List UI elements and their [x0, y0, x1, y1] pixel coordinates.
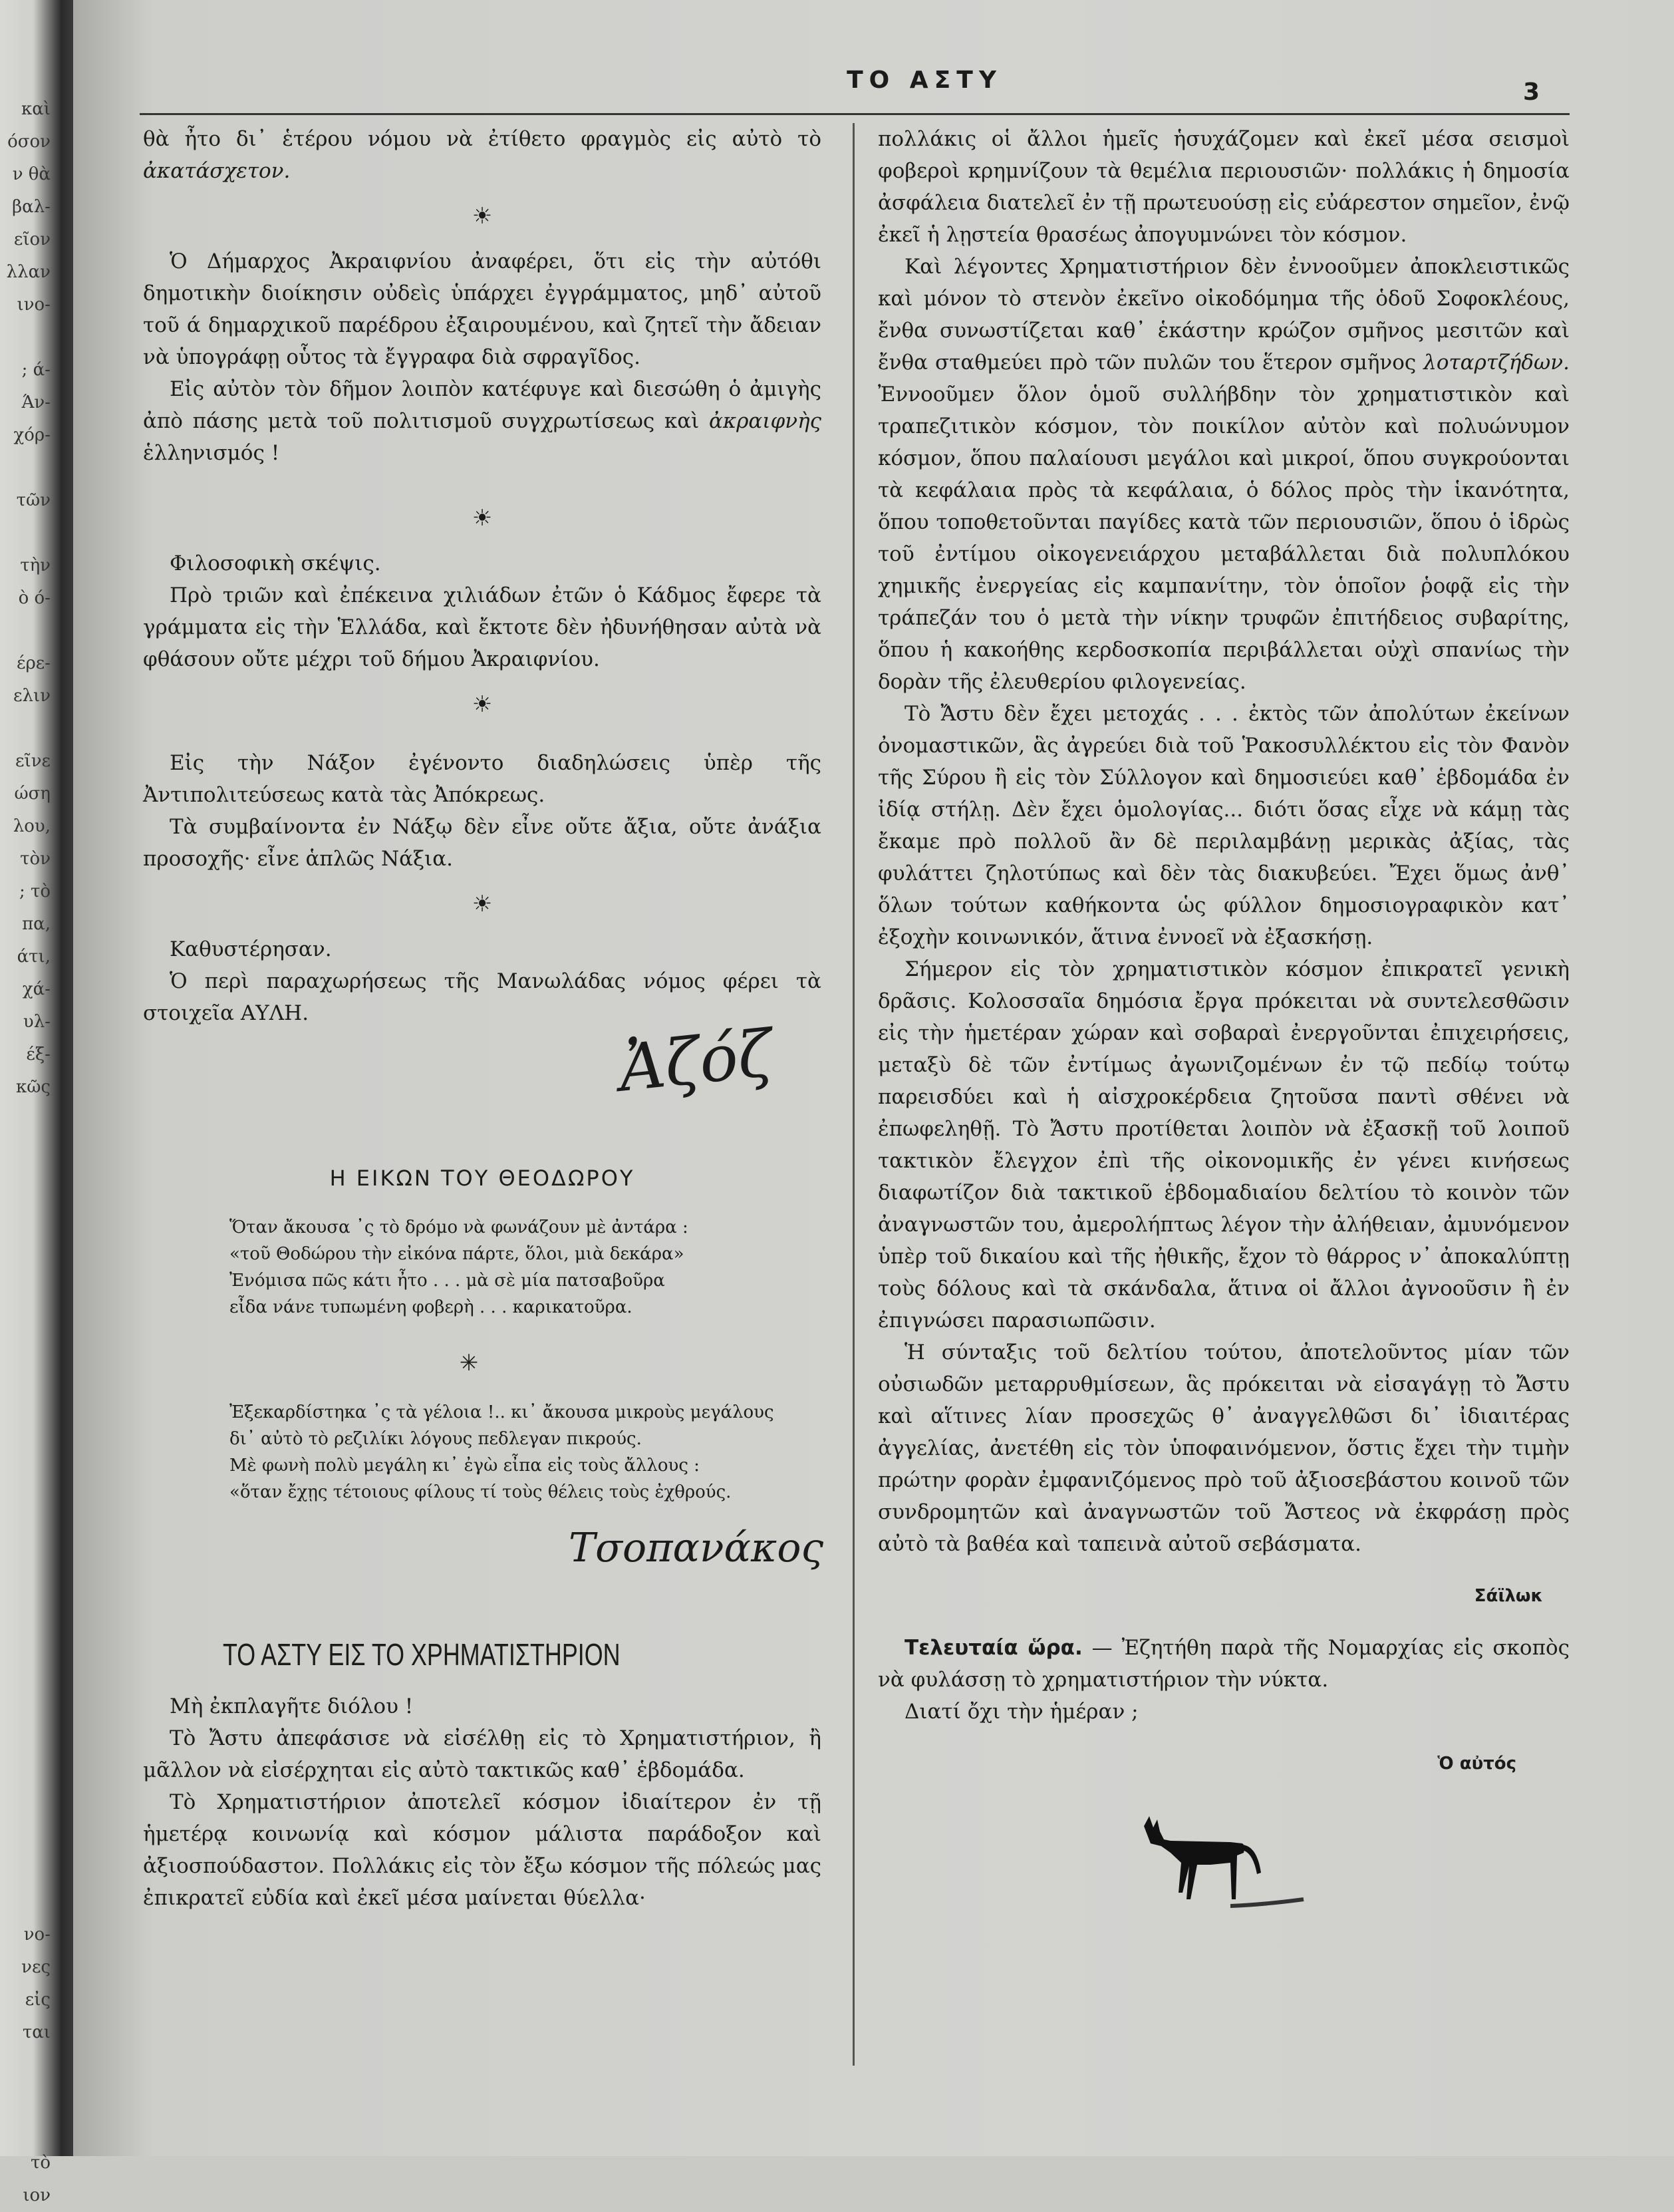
edge-fragment: εῖνε	[15, 751, 51, 771]
author-signature: Ὁ αὐτός	[1437, 1754, 1516, 1774]
poem-stanza	[229, 1399, 821, 1505]
edge-fragment	[0, 1625, 55, 1658]
poem-line: Μὲ φωνὴ πολὺ μεγάλη κι᾽ ἐγὼ εἶπα εἰς τοὺς ἄλλους :	[229, 1456, 700, 1476]
edge-fragment	[0, 1234, 55, 1267]
edge-fragment: έρε-	[16, 653, 51, 673]
poem-separator: ✳	[459, 1350, 479, 1376]
section-star: ☀	[472, 691, 493, 718]
edge-fragment	[0, 1397, 55, 1430]
edge-fragment	[0, 2049, 55, 2082]
section-star: ☀	[472, 505, 493, 532]
paragraph: Διατί ὄχι τὴν ἡμέραν ;	[905, 1700, 1139, 1724]
edge-fragment	[0, 1430, 55, 1462]
paragraph: Ἡ σύνταξις τοῦ δελτίου τούτου, ἀποτελοῦντος μίαν τῶν οὐσιωδῶν μεταρρυθμίσεων, ἃς πρόκειται νὰ εἰσαγάγῃ τὸ Ἄστυ καὶ αἵτινες λίαν προσεχῶς θ᾽ ἀναγγελθῶσι δι᾽ ἰδιαιτέρας ἀγγελίας, ἀνετέθη εἰς τὸν ὑποφαινόμενον, ὅστις ἔχει τὴν τιμὴν πρώτην φορὰν ἐμφανιζόμενος πρὸ τοῦ ἀξιοσεβάστου κοινοῦ τῶν συνδρομητῶν καὶ ἀναγνωστῶν τοῦ Ἄστεος νὰ ἐκφράσῃ πρὸς αὐτὸ τὰ βαθέα καὶ ταπεινὰ αὐτοῦ σεβάσματα.	[878, 1341, 1570, 1556]
left-column	[143, 123, 824, 1914]
handwritten-signature: Ἀζόζ	[615, 1016, 776, 1106]
poem-line: εἶδα νάνε τυπωμένη φοβερὴ . . . καρικατοῦρα.	[229, 1297, 632, 1317]
edge-fragment	[0, 1104, 55, 1136]
edge-fragment	[0, 517, 55, 550]
paragraph: Καὶ λέγοντες Χρηματιστήριον δὲν ἐννοοῦμεν ἀποκλειστικῶς καὶ μόνον τὸ στενὸν ἐκεῖνο οἰκοδόμημα τῆς ὁδοῦ Σοφοκλέους, ἔνθα συνωστίζεται καθ᾽ ἑκάστην κρώζον σμῆνος μεσιτῶν καὶ ἔνθα σταθμεύει πρὸ τῶν πυλῶν του ἕτερον σμῆνος λοταρτζήδων. Ἐννοοῦμεν ὅλον ὁμοῦ συλλήβδην τὸν χρηματιστικὸν καὶ τραπεζιτικὸν κόσμον, τὸν ποικίλον αὐτὸν καὶ πολυώνυμον κόσμον, ὅπου παλαίουσι μεγάλοι καὶ μικροί, ὅπου συγκρούονται τὰ κεφάλαια πρὸς τὰ κεφάλαια, ὁ δόλος πρὸς τὴν ἱκανότητα, ὅπου τοποθετοῦνται παγίδες κατὰ τῶν περιουσιῶν, ὅπου ὁ ἱδρὼς τοῦ ἐντίμου οἰκογενειάρχου μεταβάλλεται διὰ πολυπλόκου χημικῆς ἐνεργείας εἰς καμπανίτην, τὸν ὁποῖον ῥοφᾷ εἰς τὴν τράπεζάν του ὁ μετὰ τὴν νίκην τρυφῶν ἐπιτήδειος συβαρίτης, ὅπου ἡ κακοήθης κερδοσκοπία περιβάλλεται οὐχὶ σπανίως τὴν δορὰν τῆς ἐλευθερίου φιλογενείας.	[878, 255, 1570, 694]
poem-line: δι᾽ αὐτὸ τὸ ρεζιλίκι λόγους πεδλεγαν πικρούς.	[229, 1429, 642, 1449]
poem-line: «ὅταν ἔχῃς τέτοιους φίλους τί τοὺς θέλεις τοὺς ἐχθρούς.	[229, 1482, 732, 1502]
edge-fragment: νο-	[23, 1925, 51, 1945]
edge-fragment	[0, 1821, 55, 1853]
edge-fragment: έξ-	[26, 1044, 51, 1064]
edge-fragment	[0, 1853, 55, 1886]
edge-fragment	[0, 1364, 55, 1397]
paragraph: Τελευταία ὥρα. — Ἐζητήθη παρὰ τῆς Νομαρχίας εἰς σκοπὸς νὰ φυλάσσῃ τὸ χρηματιστήριον τὴν νύκτα.	[878, 1636, 1570, 1692]
paragraph: πολλάκις οἱ ἄλλοι ἡμεῖς ἡσυχάζομεν καὶ ἐκεῖ μέσα σεισμοὶ φοβεροὶ κρημνίζουν τὰ θεμέλια περιουσιῶν· πολλάκις ἡ δημοσία ἀσφάλεια διατελεῖ ἐν τῇ πρωτευούσῃ εἰς εὐάρεστον σημεῖον, ἐνῷ ἐκεῖ ἡ λῃστεία θρασέως ἀπογυμνώνει τὸν κόσμον.	[878, 127, 1570, 247]
edge-fragment: καὶ	[21, 99, 51, 119]
paragraph: Πρὸ τριῶν καὶ ἐπέκεινα χιλιάδων ἐτῶν ὁ Κάδμος ἔφερε τὰ γράμματα εἰς τὴν Ἑλλάδα, καὶ ἔκτοτε δὲν ἠδυνήθησαν αὐτὰ νὰ φθάσουν οὔτε μέχρι τοῦ δήμου Ἀκραιφνίου.	[143, 583, 821, 671]
poem-title: Η ΕΙΚΩΝ ΤΟΥ ΘΕΟΔΩΡΟΥ	[329, 1166, 635, 1191]
page-number: 3	[1523, 79, 1540, 106]
edge-fragment	[0, 1658, 55, 1690]
poem-line: Ἐνόμισα πῶς κάτι ἦτο . . . μὰ σὲ μία πατσαβοῦρα	[229, 1271, 665, 1291]
edge-fragment	[0, 321, 55, 354]
edge-fragment	[0, 1201, 55, 1234]
edge-fragment: τὴν	[20, 555, 51, 575]
edge-fragment: τὸ	[30, 2153, 51, 2173]
edge-fragment: βαλ-	[12, 197, 51, 217]
paragraph: Εἰς αὐτὸν τὸν δῆμον λοιπὸν κατέφυγε καὶ διεσώθη ὁ ἀμιγὴς ἀπὸ πάσης μετὰ τοῦ πολιτισμοῦ συγχρωτίσεως καὶ ἀκραιφνὴς ἑλληνισμός !	[143, 377, 821, 465]
column-rule	[853, 123, 855, 2066]
poem-line: Ὅταν ἄκουσα ᾽ς τὸ δρόμο νὰ φωνάζουν μὲ ἀντάρα :	[229, 1217, 688, 1237]
section-star: ☀	[472, 891, 493, 917]
paragraph: θὰ ἦτο δι᾽ ἑτέρου νόμου νὰ ἐτίθετο φραγμὸς εἰς αὐτὸ τὸ ἀκατάσχετον.	[143, 127, 821, 183]
edge-fragment: ; ά-	[21, 360, 51, 380]
edge-fragment	[0, 1788, 55, 1821]
edge-fragment	[0, 1560, 55, 1593]
edge-fragment	[0, 2082, 55, 2114]
paragraph: Τὸ Ἄστυ ἀπεφάσισε νὰ εἰσέλθῃ εἰς τὸ Χρηματιστήριον, ἢ μᾶλλον νὰ εἰσέρχηται εἰς αὐτὸ τακτικῶς καθ᾽ ἑβδομάδα.	[143, 1726, 821, 1782]
edge-fragment	[0, 1593, 55, 1625]
edge-fragment: τῶν	[16, 490, 51, 510]
edge-fragment: νες	[21, 1957, 51, 1977]
edge-fragment: εῖον	[13, 230, 51, 249]
paragraph-heading: Φιλοσοφικὴ σκέψις.	[170, 552, 381, 575]
edge-fragment: τὸν	[20, 849, 51, 869]
right-column	[878, 123, 1570, 1933]
paragraph: Τὸ Ἄστυ δὲν ἔχει μετοχάς . . . ἐκτὸς τῶν ἀπολύτων ἐκείνων ὀνομαστικῶν, ἃς ἀγρεύει διὰ τοῦ Ῥακοσυλλέκτου εἰς τὸν Φανὸν τῆς Σύρου ἢ εἰς τὸν Σύλλογον καὶ δημοσιεύει καθ᾽ ἑβδομάδα ἐν ἰδίᾳ στήλῃ. Δὲν ἔχει ὁμολογίας... διότι ὅσας εἶχε νὰ κάμῃ τὰς ἔκαμε πρὸ πολλοῦ ἂν δὲ περιλαμβάνῃ μερικὰς ἀξίας, τὰς φυλάττει ζηλοτύπως καὶ δὲν τὰς διακυβεύει. Ἔχει ὅμως ἀνθ᾽ ὅλων τούτων καθήκοντα ὡς φύλλον δημοσιογραφικὸν κατ᾽ ἐξοχὴν κοινωνικόν, ἅτινα ἐννοεῖ νὰ ἐξασκήσῃ.	[878, 702, 1570, 949]
edge-fragment	[0, 1527, 55, 1560]
edge-fragment: πα,	[22, 914, 51, 934]
masthead-title: ΤΟ ΑΣΤΥ	[847, 67, 1002, 94]
section-title: ΤΟ ΑΣΤΥ ΕΙΣ ΤΟ ΧΡΗΜΑΤΙΣΤΗΡΙΟΝ	[223, 1637, 621, 1672]
edge-fragment: ιον	[23, 2185, 51, 2205]
edge-fragment	[0, 452, 55, 484]
edge-fragment	[0, 1462, 55, 1495]
paragraph: Σήμερον εἰς τὸν χρηματιστικὸν κόσμον ἐπικρατεῖ γενικὴ δρᾶσις. Κολοσσαῖα δημόσια ἔργα πρόκειται νὰ συντελεσθῶσιν εἰς τὴν ἡμετέραν χώραν καὶ σοβαραὶ ἐνεργοῦνται ἐπιχειρήσεις, μεταξὺ δὲ τῶν ἐντίμως ἀγωνιζομένων ἐν τῷ πεδίῳ τούτῳ παρεισδύει καὶ ἡ αἰσχροκέρδεια ζητοῦσα παντὶ σθένει νὰ ἐπωφεληθῇ. Τὸ Ἄστυ προτίθεται λοιπὸν νὰ ἐξασκῇ τοῦ λοιποῦ τακτικὸν ἔλεγχον ἐπὶ τῆς οἰκονομικῆς ἐν γένει κινήσεως διαφωτίζον διὰ τακτικοῦ ἑβδομαδιαίου δελτίου τὸ κοινὸν τῶν ἀναγνωστῶν του, ἀμερολήπτως λέγον τὴν ἀλήθειαν, ἀμυνόμενον ὑπὲρ τοῦ δικαίου καὶ τῆς ἠθικῆς, ἔχον τὸ θάρρος ν᾽ ἀποκαλύπτῃ τοὺς δόλους καὶ τὰ σκάνδαλα, ἅτινα οἱ ἄλλοι ἀγνοοῦσιν ἢ ἐν ἐπιγνώσει παρασιωπῶσιν.	[878, 957, 1570, 1333]
edge-fragment	[0, 1332, 55, 1364]
edge-fragment	[0, 1169, 55, 1201]
edge-fragment	[0, 1136, 55, 1169]
edge-fragment: λλαν	[6, 262, 51, 282]
dog-illustration	[1131, 1800, 1330, 1933]
edge-fragment	[0, 1299, 55, 1332]
paragraph: Εἰς τὴν Νάξον ἐγένοντο διαδηλώσεις ὑπὲρ τῆς Ἀντιπολιτεύσεως κατὰ τὰς Ἀπόκρεως.	[143, 751, 821, 807]
edge-fragment: άτι,	[17, 947, 51, 967]
newspaper-page	[73, 0, 1674, 2156]
edge-fragment: Άν-	[21, 393, 51, 412]
previous-page-edge	[0, 93, 55, 2205]
poem-line: «τοῦ Θοδώρου τὴν εἰκόνα πάρτε, ὅλοι, μιὰ δεκάρα»	[229, 1244, 684, 1264]
edge-fragment	[0, 1690, 55, 1723]
paragraph: Τὰ συμβαίνοντα ἐν Νάξῳ δὲν εἶνε οὔτε ἄξια, οὔτε ἀνάξια προσοχῆς· εἶνε ἁπλῶς Νάξια.	[143, 815, 821, 871]
edge-fragment: ται	[22, 2022, 51, 2042]
edge-fragment	[0, 1723, 55, 1756]
edge-fragment	[0, 1267, 55, 1299]
edge-fragment: ; τὸ	[19, 881, 51, 901]
edge-fragment: χά-	[22, 979, 51, 999]
poem-stanza	[229, 1214, 821, 1321]
edge-fragment: υλ-	[23, 1012, 51, 1032]
edge-fragment: λου,	[13, 816, 51, 836]
edge-fragment: ν θὰ	[12, 164, 51, 184]
section-star: ☀	[472, 203, 493, 230]
paragraph: Ὁ Δήμαρχος Ἀκραιφνίου ἀναφέρει, ὅτι εἰς τὴν αὐτόθι δημοτικὴν διοίκησιν οὐδεὶς ὑπάρχει ἐγγράμματος, μηδ᾽ αὐτοῦ τοῦ ά δημαρχικοῦ παρέδρου ἐξαιρουμένου, καὶ ζητεῖ τὴν ἄδειαν νὰ ὑπογράφῃ οὗτος τὰ ἔγγραφα διὰ σφραγῖδος.	[143, 249, 821, 369]
handwritten-signature: Τσοπανάκος	[569, 1525, 824, 1571]
edge-fragment	[0, 712, 55, 745]
header-rule	[140, 113, 1570, 115]
edge-fragment: κῶς	[15, 1077, 51, 1097]
paragraph: Ὁ περὶ παραχωρήσεως τῆς Μανωλάδας νόμος φέρει τὰ στοιχεῖα ΑΥΛΗ.	[143, 969, 821, 1025]
poem-line: Ἐξεκαρδίστηκα ᾽ς τὰ γέλοια !.. κι᾽ ἄκουσα μικροὺς μεγάλους	[229, 1402, 774, 1422]
paragraph: Μὴ ἐκπλαγῆτε διόλου !	[170, 1694, 414, 1718]
edge-fragment	[0, 1756, 55, 1788]
edge-fragment: εἰς	[25, 1990, 51, 2010]
edge-fragment: ὸ ό-	[18, 588, 51, 608]
edge-fragment	[0, 615, 55, 647]
edge-fragment	[0, 1886, 55, 1919]
edge-fragment	[0, 1495, 55, 1527]
edge-fragment: ώση	[14, 784, 51, 804]
paragraph-heading: Καθυστέρησαν.	[170, 937, 332, 961]
edge-fragment: ελιν	[13, 686, 51, 706]
paragraph: Τὸ Χρηματιστήριον ἀποτελεῖ κόσμον ἰδιαίτερον ἐν τῇ ἡμετέρᾳ κοινωνίᾳ καὶ κόσμον μάλιστα παράδοξον καὶ ἀξιοσπούδαστον. Πολλάκις εἰς τὸν ἔξω κόσμον τῆς πόλεώς μας ἐπικρατεῖ εὐδία καὶ ἐκεῖ μέσα μαίνεται θύελλα·	[143, 1790, 821, 1910]
edge-fragment: χόρ-	[13, 425, 51, 445]
edge-fragment	[0, 2114, 55, 2147]
author-signature: Σάϊλωκ	[1474, 1586, 1543, 1606]
edge-fragment: όσον	[7, 132, 51, 152]
edge-fragment: ινο-	[17, 295, 51, 315]
